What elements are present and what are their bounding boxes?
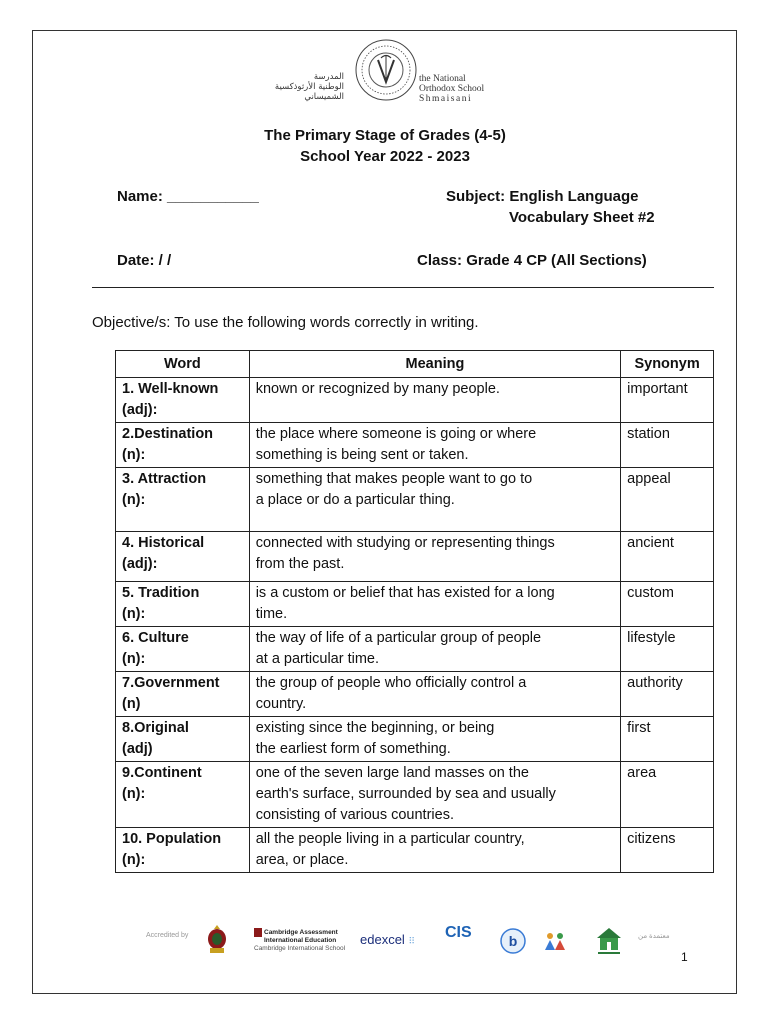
jordan-crest-icon xyxy=(206,924,228,956)
school-logo xyxy=(262,38,512,108)
date-field: Date: / / xyxy=(117,252,172,269)
school-building-icon xyxy=(594,924,624,956)
meaning-cell: known or recognized by many people. xyxy=(249,378,620,423)
synonym-cell: station xyxy=(621,423,714,468)
children-logo-icon xyxy=(540,926,570,956)
synonym-cell: ancient xyxy=(621,532,714,582)
word-cell: 6. Culture (n): xyxy=(116,627,250,672)
word-cell: 10. Population (n): xyxy=(116,828,250,873)
word-cell: 5. Tradition (n): xyxy=(116,582,250,627)
stage-title: The Primary Stage of Grades (4-5) xyxy=(264,127,506,144)
word-cell: 8.Original (adj) xyxy=(116,717,250,762)
header-meaning: Meaning xyxy=(249,351,620,378)
school-name-english: the National Orthodox School Shmaisani xyxy=(419,74,485,104)
meaning-cell: the place where someone is going or where something is being sent or taken. xyxy=(249,423,620,468)
meaning-cell: one of the seven large land masses on the earth's surface, surrounded by sea and usually consisting of various countries. xyxy=(249,762,620,828)
school-year: School Year 2022 - 2023 xyxy=(300,148,470,165)
page-number: 1 xyxy=(681,950,688,964)
meaning-cell: is a custom or belief that has existed for a long time. xyxy=(249,582,620,627)
table-row xyxy=(116,423,714,468)
cambridge-logo: Cambridge Assessment International Education Cambridge International School xyxy=(254,929,346,952)
class-label: Class: Grade 4 CP (All Sections) xyxy=(417,252,647,269)
word-cell: 1. Well-known (adj): xyxy=(116,378,250,423)
school-name-arabic: المدرسة الوطنية الأرثوذكسية الشميساني xyxy=(274,72,344,102)
header-word: Word xyxy=(116,351,250,378)
table-row xyxy=(116,468,714,532)
word-cell: 7.Government (n) xyxy=(116,672,250,717)
objective-text: Objective/s: To use the following words correctly in writing. xyxy=(92,314,479,331)
synonym-cell: appeal xyxy=(621,468,714,532)
synonym-cell: area xyxy=(621,762,714,828)
subject-label: Subject: English Language xyxy=(446,188,639,205)
header-synonym: Synonym xyxy=(621,351,714,378)
table-row xyxy=(116,717,714,762)
word-cell: 9.Continent (n): xyxy=(116,762,250,828)
table-row xyxy=(116,627,714,672)
synonym-cell: citizens xyxy=(621,828,714,873)
meaning-cell: something that makes people want to go to a place or do a particular thing. xyxy=(249,468,620,532)
table-row xyxy=(116,672,714,717)
synonym-cell: authority xyxy=(621,672,714,717)
table-header-row xyxy=(116,351,714,378)
word-cell: 3. Attraction (n): xyxy=(116,468,250,532)
accredited-by-label: Accredited by xyxy=(146,932,189,939)
meaning-cell: existing since the beginning, or being the earliest form of something. xyxy=(249,717,620,762)
meaning-cell: the way of life of a particular group of people at a particular time. xyxy=(249,627,620,672)
divider-line xyxy=(92,287,714,288)
meaning-cell: connected with studying or representing things from the past. xyxy=(249,532,620,582)
accredited-by-arabic: معتمدة من xyxy=(638,933,670,940)
school-seal-icon xyxy=(354,38,418,102)
svg-text:b: b xyxy=(508,933,518,949)
table-row xyxy=(116,378,714,423)
vocabulary-table xyxy=(115,350,714,873)
edexcel-logo: edexcel ⠿ xyxy=(360,932,416,947)
cambridge-shield-icon xyxy=(254,928,262,937)
table-row xyxy=(116,828,714,873)
synonym-cell: lifestyle xyxy=(621,627,714,672)
meaning-cell: the group of people who officially control a country. xyxy=(249,672,620,717)
word-cell: 4. Historical (adj): xyxy=(116,532,250,582)
cis-logo-icon: CIS xyxy=(445,924,472,941)
synonym-cell: custom xyxy=(621,582,714,627)
accreditation-footer xyxy=(142,922,682,962)
sheet-label: Vocabulary Sheet #2 xyxy=(509,209,655,226)
word-cell: 2.Destination (n): xyxy=(116,423,250,468)
table-row xyxy=(116,582,714,627)
meaning-cell: all the people living in a particular country, area, or place. xyxy=(249,828,620,873)
table-row xyxy=(116,762,714,828)
b-badge-icon xyxy=(500,928,526,954)
table-row xyxy=(116,532,714,582)
synonym-cell: important xyxy=(621,378,714,423)
name-field: Name: ___________ xyxy=(117,188,259,205)
synonym-cell: first xyxy=(621,717,714,762)
